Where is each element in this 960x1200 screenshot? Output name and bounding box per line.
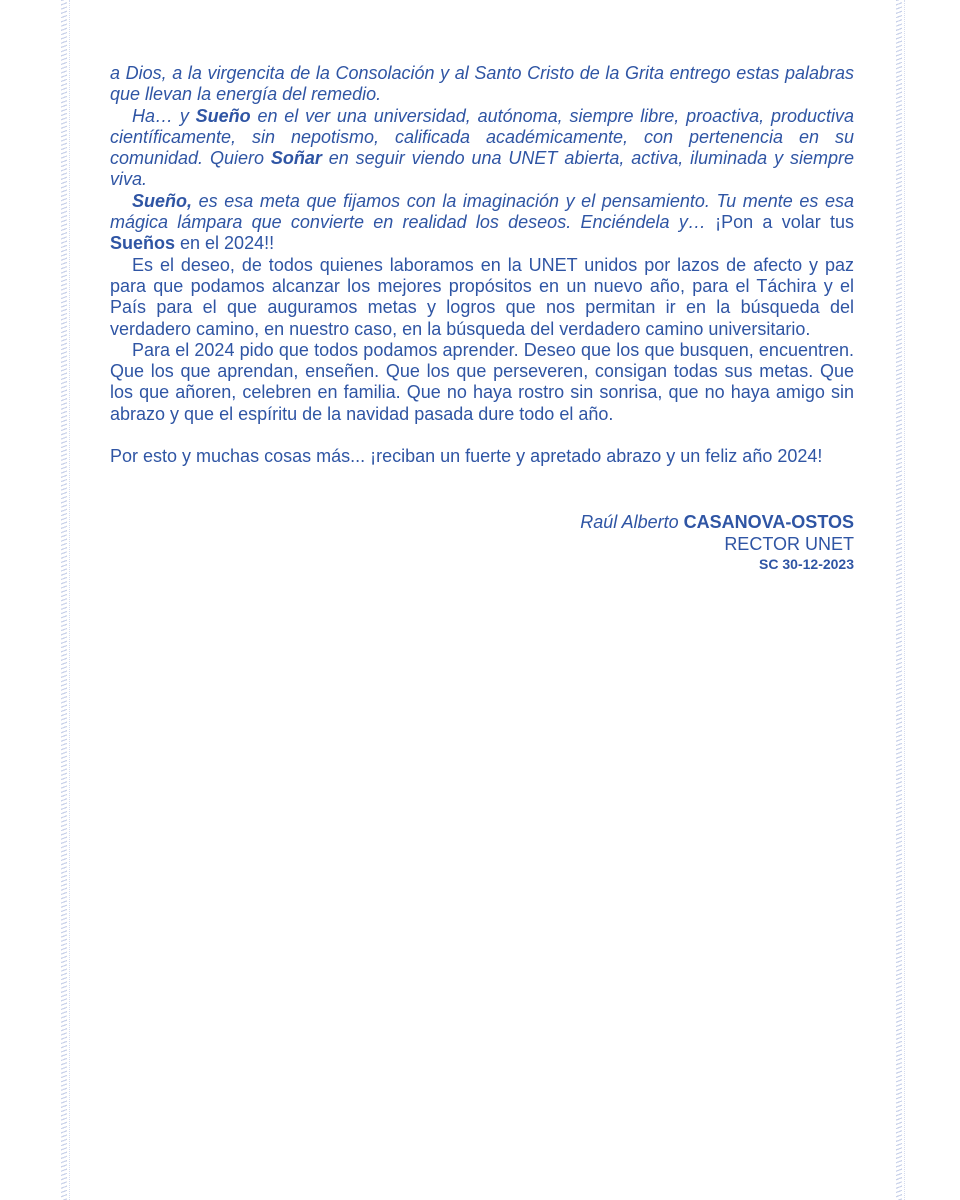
signature-last-name: CASANOVA-OSTOS — [683, 512, 854, 532]
emphasis-sueno: Sueño — [195, 105, 251, 126]
emphasis-sueno-definition: Sueño, — [132, 190, 193, 211]
paragraph-dream-definition: Sueño, es esa meta que fijamos con la imaginación y el pensamiento. Tu mente es esa mágica lámpara que convierte en realidad los deseos. Enciéndela y… ¡Pon a volar tus Sueños en el 2024!! — [110, 190, 855, 254]
paragraph-wish: Es el deseo, de todos quienes laboramos en la UNET unidos por lazos de afecto y paz para que podamos alcanzar los mejores propósitos en un nuevo año, para el Táchira y el País para el que auguramos metas y logros que nos permitan ir en la búsqueda del verdadero camino, en nuestro caso, en la búsqueda del verdadero camino universitario. — [110, 254, 854, 339]
paragraph-dream-university: Ha… y Sueño en el ver una universidad, autónoma, siempre libre, proactiva, productiva científicamente, sin nepotismo, calificada académicamente, con pertenencia en su comunidad. Quiero Soñar en seguir viendo una UNET abierta, activa, iluminada y siempre viva. — [110, 105, 854, 190]
paragraph-dedication: a Dios, a la virgencita de la Consolación y al Santo Cristo de la Grita entrego estas palabras que llevan la energía del remedio. — [110, 63, 854, 105]
page-border-left — [61, 0, 67, 1200]
signature-date: SC 30-12-2023 — [759, 556, 854, 572]
signature-first-name: Raúl Alberto — [580, 512, 684, 532]
signature-name — [580, 511, 854, 533]
paragraph-2024-wishes: Para el 2024 pido que todos podamos aprender. Deseo que los que busquen, encuentren. Que los que aprendan, enseñen. Que los que perseveren, consigan todas sus metas. Que los que añoren, celebren en familia. Que no haya rostro sin sonrisa, que no haya amigo sin abrazo y que el espíritu de la navidad pasada dure todo el año. — [110, 339, 854, 424]
signature-title: RECTOR UNET — [724, 534, 854, 554]
paragraph-closing: Por esto y muchas cosas más... ¡reciban un fuerte y apretado abrazo y un feliz año 2024! — [110, 446, 823, 467]
letter-body — [110, 63, 854, 467]
emphasis-sonar: Soñar — [270, 148, 322, 169]
page-border-right — [896, 0, 902, 1200]
emphasis-suenos: Sueños — [110, 233, 176, 254]
signature-block — [580, 511, 854, 573]
